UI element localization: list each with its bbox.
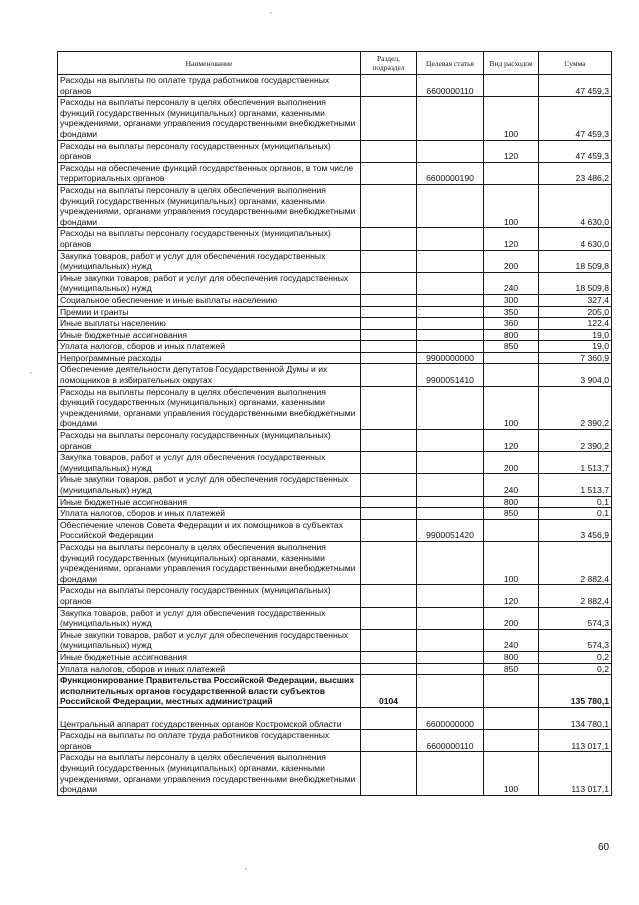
budget-table bbox=[57, 51, 612, 796]
row-sum-cell: 205,0 bbox=[539, 306, 612, 318]
table-body bbox=[58, 75, 612, 796]
row-kind-cell: 200 bbox=[484, 607, 539, 629]
row-section-cell bbox=[361, 228, 417, 250]
row-section-cell bbox=[361, 97, 417, 140]
row-sum-cell: 47 459,3 bbox=[539, 140, 612, 162]
page-number: 60 bbox=[598, 842, 610, 853]
row-sum-cell: 23 486,2 bbox=[539, 162, 612, 184]
row-kind-cell bbox=[484, 75, 539, 97]
table-header-row bbox=[58, 52, 612, 75]
row-kind-cell: 240 bbox=[484, 474, 539, 496]
row-kind-cell: 100 bbox=[484, 184, 539, 227]
row-sum-cell: 2 390,2 bbox=[539, 386, 612, 429]
row-name-cell: Обеспечение членов Совета Федерации и их помощников в субъектах Российской Федерации bbox=[58, 519, 361, 541]
table-row bbox=[58, 341, 612, 353]
row-kind-cell: 800 bbox=[484, 329, 539, 341]
table-row bbox=[58, 730, 612, 752]
row-target-cell bbox=[417, 585, 484, 607]
row-target-cell: 9900051410 bbox=[417, 364, 484, 386]
row-kind-cell: 100 bbox=[484, 541, 539, 584]
row-sum-cell: 0,2 bbox=[539, 651, 612, 663]
row-section-cell bbox=[361, 341, 417, 353]
header-section: Раздел, подраздел bbox=[361, 52, 417, 75]
table-row bbox=[58, 607, 612, 629]
row-kind-cell bbox=[484, 162, 539, 184]
row-name-cell: Расходы на выплаты по оплате труда работников государственных органов bbox=[58, 75, 361, 97]
row-section-cell bbox=[361, 474, 417, 496]
table-row bbox=[58, 294, 612, 306]
row-kind-cell: 120 bbox=[484, 228, 539, 250]
row-target-cell bbox=[417, 541, 484, 584]
row-sum-cell: 3 456,9 bbox=[539, 519, 612, 541]
row-name-cell: Расходы на выплаты персоналу в целях обеспечения выполнения функций государственных (муниципальных) органами, казенными учреждениями, органами управления государственными внебюджетными фондами bbox=[58, 97, 361, 140]
scan-speck bbox=[270, 12, 272, 14]
table-row bbox=[58, 184, 612, 227]
row-section-cell bbox=[361, 651, 417, 663]
row-kind-cell: 200 bbox=[484, 452, 539, 474]
table-row bbox=[58, 474, 612, 496]
row-target-cell bbox=[417, 430, 484, 452]
row-kind-cell: 120 bbox=[484, 430, 539, 452]
row-section-cell: 0104 bbox=[361, 675, 417, 708]
row-target-cell: 6600000190 bbox=[417, 162, 484, 184]
row-name-cell: Иные бюджетные ассигнования bbox=[58, 329, 361, 341]
table-row bbox=[58, 452, 612, 474]
row-name-cell: Закупка товаров, работ и услуг для обеспечения государственных (муниципальных) нужд bbox=[58, 607, 361, 629]
table-row bbox=[58, 250, 612, 272]
table-row bbox=[58, 430, 612, 452]
row-section-cell bbox=[361, 364, 417, 386]
row-sum-cell: 18 509,8 bbox=[539, 272, 612, 294]
row-kind-cell: 300 bbox=[484, 294, 539, 306]
header-target: Целевая статья bbox=[417, 52, 484, 75]
row-target-cell bbox=[417, 329, 484, 341]
row-name-cell: Расходы на выплаты персоналу государственных (муниципальных) органов bbox=[58, 140, 361, 162]
table-row bbox=[58, 508, 612, 520]
row-section-cell bbox=[361, 707, 417, 729]
row-target-cell bbox=[417, 629, 484, 651]
row-target-cell bbox=[417, 272, 484, 294]
row-name-cell: Расходы на обеспечение функций государственных органов, в том числе территориальных органов bbox=[58, 162, 361, 184]
row-target-cell bbox=[417, 140, 484, 162]
row-section-cell bbox=[361, 140, 417, 162]
row-target-cell bbox=[417, 607, 484, 629]
row-sum-cell: 19,0 bbox=[539, 341, 612, 353]
row-name-cell: Уплата налогов, сборов и иных платежей bbox=[58, 341, 361, 353]
table-row bbox=[58, 318, 612, 330]
table-row bbox=[58, 663, 612, 675]
row-name-cell: Функционирование Правительства Российской Федерации, высших исполнительных органов государственной власти субъектов Российской Федерации, местных администраций bbox=[58, 675, 361, 708]
row-name-cell: Премии и гранты bbox=[58, 306, 361, 318]
row-sum-cell: 327,4 bbox=[539, 294, 612, 306]
row-name-cell: Обеспечение деятельности депутатов Государственной Думы и их помощников в избирательных округах bbox=[58, 364, 361, 386]
row-name-cell: Иные бюджетные ассигнования bbox=[58, 496, 361, 508]
row-name-cell: Расходы на выплаты персоналу в целях обеспечения выполнения функций государственных (муниципальных) органами, казенными учреждениями, органами управления государственными внебюджетными фондами bbox=[58, 386, 361, 429]
row-name-cell: Расходы на выплаты персоналу в целях обеспечения выполнения функций государственных (муниципальных) органами, казенными учреждениями, органами управления государственными внебюджетными фондами bbox=[58, 541, 361, 584]
row-section-cell bbox=[361, 541, 417, 584]
row-target-cell bbox=[417, 474, 484, 496]
row-sum-cell: 2 882,4 bbox=[539, 585, 612, 607]
row-kind-cell bbox=[484, 364, 539, 386]
row-target-cell bbox=[417, 651, 484, 663]
table-row bbox=[58, 228, 612, 250]
table-row bbox=[58, 496, 612, 508]
row-target-cell bbox=[417, 228, 484, 250]
table-row bbox=[58, 306, 612, 318]
row-sum-cell: 0,1 bbox=[539, 496, 612, 508]
row-target-cell bbox=[417, 306, 484, 318]
row-target-cell bbox=[417, 184, 484, 227]
row-kind-cell: 850 bbox=[484, 663, 539, 675]
row-section-cell bbox=[361, 250, 417, 272]
row-target-cell bbox=[417, 386, 484, 429]
row-section-cell bbox=[361, 386, 417, 429]
row-name-cell: Расходы на выплаты персоналу государственных (муниципальных) органов bbox=[58, 430, 361, 452]
header-sum: Сумма bbox=[539, 52, 612, 75]
row-target-cell bbox=[417, 663, 484, 675]
row-section-cell bbox=[361, 519, 417, 541]
row-target-cell: 9900000000 bbox=[417, 352, 484, 364]
row-section-cell bbox=[361, 318, 417, 330]
row-kind-cell bbox=[484, 352, 539, 364]
row-section-cell bbox=[361, 306, 417, 318]
row-sum-cell: 47 459,3 bbox=[539, 97, 612, 140]
table-row bbox=[58, 364, 612, 386]
header-kind: Вид расходов bbox=[484, 52, 539, 75]
row-name-cell: Расходы на выплаты персоналу государственных (муниципальных) органов bbox=[58, 585, 361, 607]
row-name-cell: Социальное обеспечение и иные выплаты населению bbox=[58, 294, 361, 306]
row-kind-cell: 120 bbox=[484, 585, 539, 607]
row-name-cell: Иные выплаты населению bbox=[58, 318, 361, 330]
table-row bbox=[58, 585, 612, 607]
row-sum-cell: 113 017,1 bbox=[539, 752, 612, 795]
row-target-cell bbox=[417, 452, 484, 474]
row-target-cell bbox=[417, 496, 484, 508]
row-sum-cell: 47 459,3 bbox=[539, 75, 612, 97]
row-kind-cell: 240 bbox=[484, 272, 539, 294]
row-name-cell: Центральный аппарат государственных органов Костромской области bbox=[58, 707, 361, 729]
table-row bbox=[58, 329, 612, 341]
row-section-cell bbox=[361, 430, 417, 452]
row-section-cell bbox=[361, 663, 417, 675]
row-sum-cell: 135 780,1 bbox=[539, 675, 612, 708]
row-kind-cell: 100 bbox=[484, 386, 539, 429]
header-name: Наименование bbox=[58, 52, 361, 75]
row-name-cell: Расходы на выплаты персоналу в целях обеспечения выполнения функций государственных (муниципальных) органами, казенными учреждениями, органами управления государственными внебюджетными фондами bbox=[58, 184, 361, 227]
table-row bbox=[58, 386, 612, 429]
row-kind-cell: 200 bbox=[484, 250, 539, 272]
table-row bbox=[58, 651, 612, 663]
row-section-cell bbox=[361, 629, 417, 651]
row-sum-cell: 574,3 bbox=[539, 607, 612, 629]
row-sum-cell: 18 509,8 bbox=[539, 250, 612, 272]
table-row bbox=[58, 752, 612, 795]
row-target-cell bbox=[417, 341, 484, 353]
row-name-cell: Закупка товаров, работ и услуг для обеспечения государственных (муниципальных) нужд bbox=[58, 250, 361, 272]
table-row bbox=[58, 675, 612, 708]
row-name-cell: Расходы на выплаты персоналу государственных (муниципальных) органов bbox=[58, 228, 361, 250]
table-row bbox=[58, 162, 612, 184]
row-kind-cell bbox=[484, 519, 539, 541]
scan-speck bbox=[245, 868, 247, 870]
table-row bbox=[58, 97, 612, 140]
row-kind-cell: 800 bbox=[484, 496, 539, 508]
row-target-cell bbox=[417, 97, 484, 140]
row-sum-cell: 4 630,0 bbox=[539, 228, 612, 250]
row-kind-cell: 100 bbox=[484, 752, 539, 795]
row-sum-cell: 113 017,1 bbox=[539, 730, 612, 752]
row-name-cell: Расходы на выплаты по оплате труда работников государственных органов bbox=[58, 730, 361, 752]
table-row bbox=[58, 519, 612, 541]
row-kind-cell: 850 bbox=[484, 508, 539, 520]
row-kind-cell bbox=[484, 675, 539, 708]
row-section-cell bbox=[361, 508, 417, 520]
row-section-cell bbox=[361, 607, 417, 629]
row-target-cell: 6600000110 bbox=[417, 75, 484, 97]
table-row bbox=[58, 352, 612, 364]
row-sum-cell: 1 513,7 bbox=[539, 474, 612, 496]
row-kind-cell: 100 bbox=[484, 97, 539, 140]
row-target-cell: 6600000110 bbox=[417, 730, 484, 752]
row-kind-cell: 120 bbox=[484, 140, 539, 162]
row-kind-cell bbox=[484, 707, 539, 729]
row-sum-cell: 2 882,4 bbox=[539, 541, 612, 584]
row-target-cell: 9900051420 bbox=[417, 519, 484, 541]
row-section-cell bbox=[361, 452, 417, 474]
row-target-cell bbox=[417, 675, 484, 708]
row-name-cell: Непрограммные расходы bbox=[58, 352, 361, 364]
row-name-cell: Уплата налогов, сборов и иных платежей bbox=[58, 663, 361, 675]
row-sum-cell: 1 513,7 bbox=[539, 452, 612, 474]
table-row bbox=[58, 140, 612, 162]
table-row bbox=[58, 541, 612, 584]
row-target-cell bbox=[417, 294, 484, 306]
row-section-cell bbox=[361, 294, 417, 306]
table-row bbox=[58, 629, 612, 651]
row-sum-cell: 7 360,9 bbox=[539, 352, 612, 364]
row-kind-cell: 360 bbox=[484, 318, 539, 330]
scan-speck bbox=[30, 372, 32, 374]
row-name-cell: Иные закупки товаров, работ и услуг для обеспечения государственных (муниципальных) нужд bbox=[58, 272, 361, 294]
row-target-cell bbox=[417, 508, 484, 520]
row-name-cell: Расходы на выплаты персоналу в целях обеспечения выполнения функций государственных (муниципальных) органами, казенными учреждениями, органами управления государственными внебюджетными фондами bbox=[58, 752, 361, 795]
row-target-cell bbox=[417, 250, 484, 272]
row-sum-cell: 19,0 bbox=[539, 329, 612, 341]
row-section-cell bbox=[361, 352, 417, 364]
row-name-cell: Иные бюджетные ассигнования bbox=[58, 651, 361, 663]
row-section-cell bbox=[361, 752, 417, 795]
row-kind-cell: 800 bbox=[484, 651, 539, 663]
row-name-cell: Иные закупки товаров, работ и услуг для обеспечения государственных (муниципальных) нужд bbox=[58, 629, 361, 651]
row-sum-cell: 134 780,1 bbox=[539, 707, 612, 729]
row-section-cell bbox=[361, 184, 417, 227]
row-kind-cell bbox=[484, 730, 539, 752]
row-target-cell bbox=[417, 318, 484, 330]
row-section-cell bbox=[361, 730, 417, 752]
row-sum-cell: 2 390,2 bbox=[539, 430, 612, 452]
row-sum-cell: 4 630,0 bbox=[539, 184, 612, 227]
table-row bbox=[58, 75, 612, 97]
row-kind-cell: 240 bbox=[484, 629, 539, 651]
row-name-cell: Закупка товаров, работ и услуг для обеспечения государственных (муниципальных) нужд bbox=[58, 452, 361, 474]
row-target-cell bbox=[417, 752, 484, 795]
row-section-cell bbox=[361, 496, 417, 508]
row-sum-cell: 0,2 bbox=[539, 663, 612, 675]
row-sum-cell: 0,1 bbox=[539, 508, 612, 520]
row-sum-cell: 574,3 bbox=[539, 629, 612, 651]
row-sum-cell: 122,4 bbox=[539, 318, 612, 330]
row-kind-cell: 350 bbox=[484, 306, 539, 318]
row-section-cell bbox=[361, 272, 417, 294]
row-section-cell bbox=[361, 75, 417, 97]
row-sum-cell: 3 904,0 bbox=[539, 364, 612, 386]
row-target-cell: 6600000000 bbox=[417, 707, 484, 729]
row-kind-cell: 850 bbox=[484, 341, 539, 353]
row-section-cell bbox=[361, 585, 417, 607]
table-row bbox=[58, 272, 612, 294]
row-section-cell bbox=[361, 329, 417, 341]
table-row bbox=[58, 707, 612, 729]
row-name-cell: Иные закупки товаров, работ и услуг для обеспечения государственных (муниципальных) нужд bbox=[58, 474, 361, 496]
row-name-cell: Уплата налогов, сборов и иных платежей bbox=[58, 508, 361, 520]
row-section-cell bbox=[361, 162, 417, 184]
